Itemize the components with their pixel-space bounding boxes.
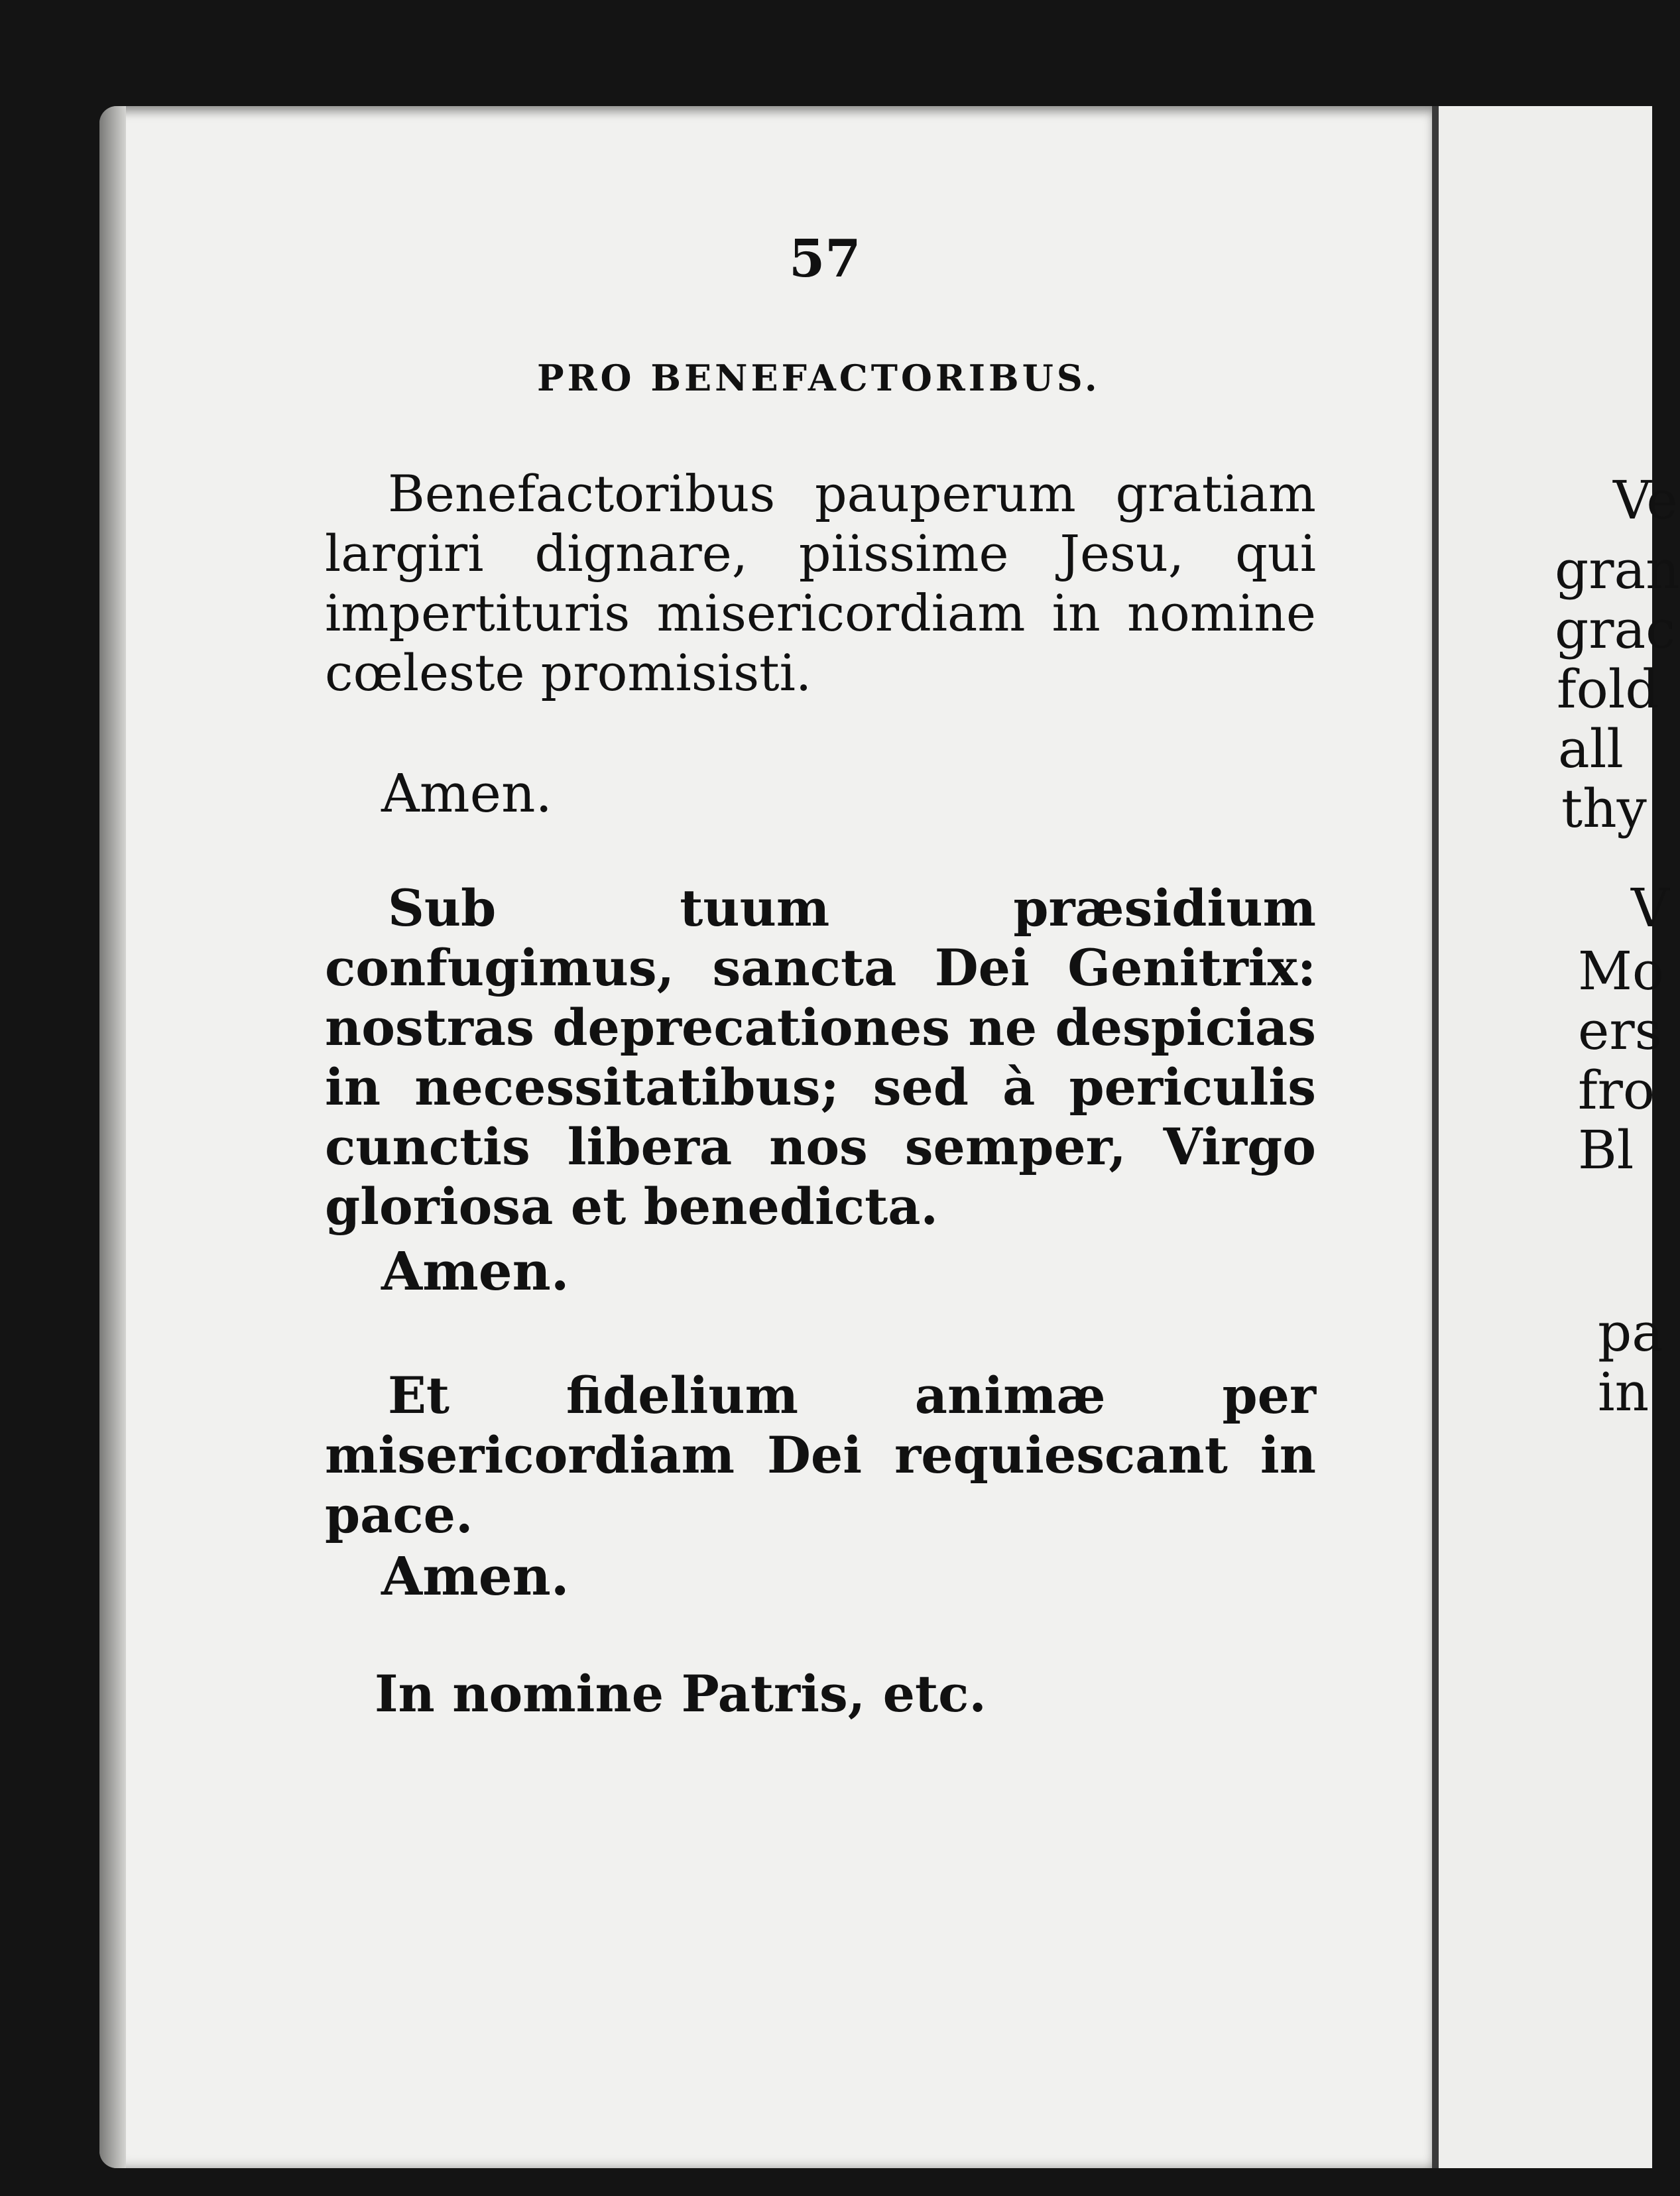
right-page-fragment: all [1558,718,1624,780]
right-page-fragment: thy [1561,778,1647,839]
closing-line: In nomine Patris, etc. [375,1664,987,1723]
amen-line-3: Amen. [381,1545,570,1607]
prayer-paragraph-benefactors: Benefactoribus pauperum gratiam largiri dignare, piissime Jesu, qui impertituris misericordiam in nomine cœleste promisisti. [325,464,1316,702]
right-page-fragment: Bl [1578,1119,1634,1181]
page-gutter [1432,106,1439,2168]
right-page-fragment: gran [1555,539,1680,601]
section-heading: PRO BENEFACTORIBUS. [537,357,1101,399]
right-book-page [1439,106,1680,2168]
prayer-paragraph-sub-tuum: Sub tuum præsidium confugimus, sancta Dei Genitrix: nostras deprecationes ne despicias in necessitatibus; sed à periculis cunctis libera nos semper, Virgo gloriosa et benedicta. [325,879,1316,1236]
page-number: 57 [789,229,861,289]
amen-line-1: Amen. [381,762,552,824]
amen-line-2: Amen. [381,1240,570,1302]
prayer-paragraph-fidelium: Et fidelium animæ per misericordiam Dei requiescant in pace. [325,1366,1316,1544]
right-page-fragment: fold [1557,658,1659,720]
right-page-fragment: Ve [1613,469,1678,531]
right-page-fragment: fro [1578,1060,1655,1121]
right-page-fragment: V [1631,877,1669,939]
right-page-fragment: Mo [1578,940,1665,1002]
right-page-fragment: pa [1598,1302,1663,1363]
right-page-fragment: in [1598,1361,1650,1423]
right-page-fragment: ers [1578,1000,1662,1062]
right-page-fragment: grac [1555,599,1675,660]
